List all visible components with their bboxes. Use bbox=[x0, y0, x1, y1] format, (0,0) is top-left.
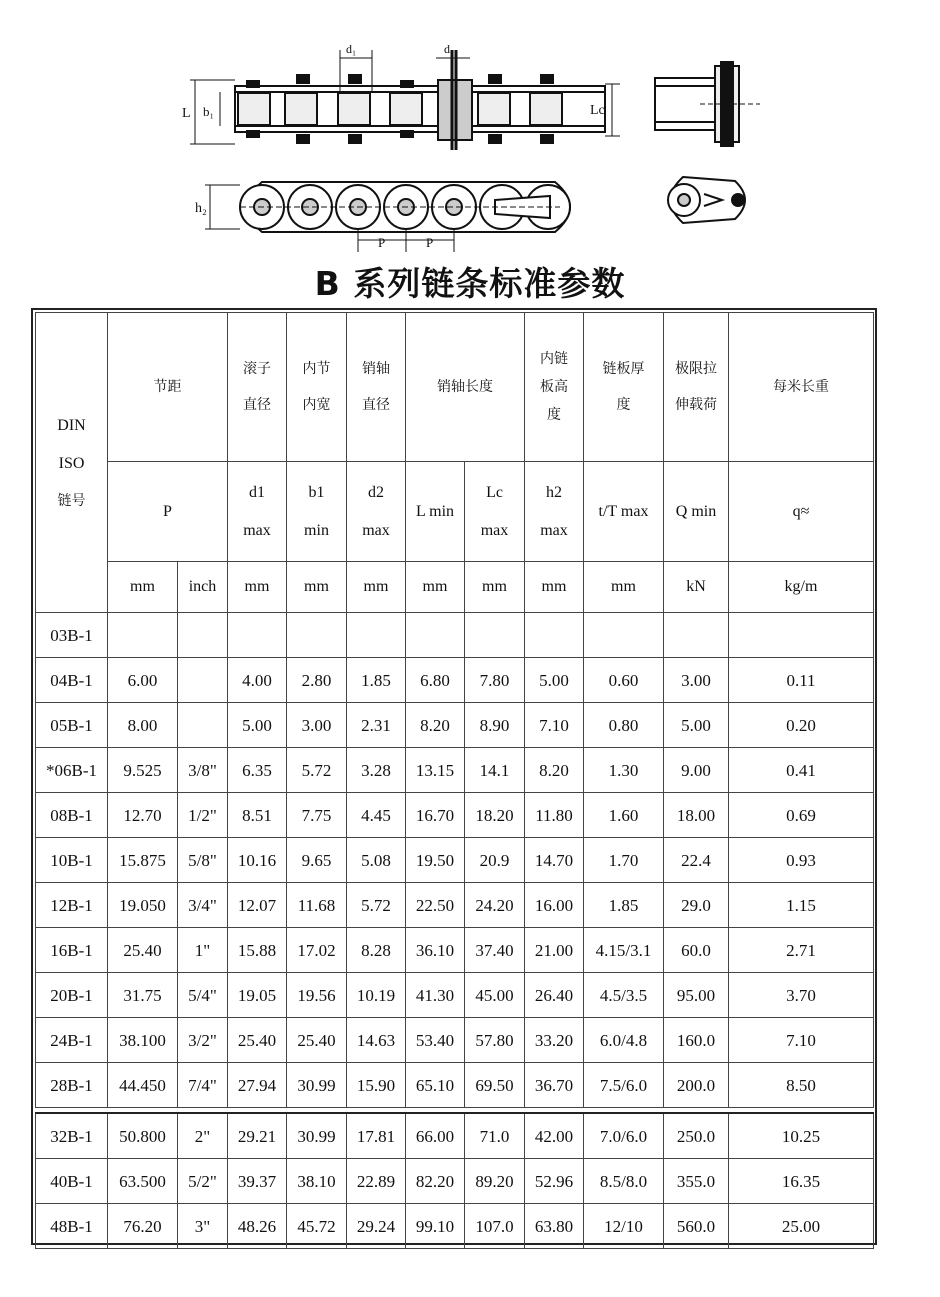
table-cell: 26.40 bbox=[525, 973, 584, 1018]
chain-no-cell: 04B-1 bbox=[36, 658, 108, 703]
table-cell: 99.10 bbox=[406, 1204, 465, 1249]
unit-cell: mm bbox=[525, 562, 584, 613]
table-cell: 107.0 bbox=[465, 1204, 525, 1249]
table-row bbox=[36, 1018, 874, 1063]
table-cell: 22.4 bbox=[664, 838, 729, 883]
table-cell: 15.90 bbox=[347, 1063, 406, 1108]
table-cell: 20.9 bbox=[465, 838, 525, 883]
table-cell: 560.0 bbox=[664, 1204, 729, 1249]
table-cell: 63.80 bbox=[525, 1204, 584, 1249]
label-p1: P bbox=[378, 235, 386, 250]
table-row bbox=[36, 838, 874, 883]
label-Lc: Lc bbox=[590, 103, 605, 118]
table-cell: 0.69 bbox=[729, 793, 874, 838]
table-cell: 27.94 bbox=[228, 1063, 287, 1108]
table-cell: 1" bbox=[178, 928, 228, 973]
table-cell: 11.80 bbox=[525, 793, 584, 838]
table-cell: 14.63 bbox=[347, 1018, 406, 1063]
table-cell: 15.88 bbox=[228, 928, 287, 973]
table-cell: 7.75 bbox=[287, 793, 347, 838]
spec-table bbox=[35, 312, 874, 1249]
table-cell: 10.19 bbox=[347, 973, 406, 1018]
table-cell: 25.40 bbox=[287, 1018, 347, 1063]
table-cell: 57.80 bbox=[465, 1018, 525, 1063]
header-pin-length: 销轴长度 bbox=[406, 313, 525, 462]
table-cell: 7.10 bbox=[525, 703, 584, 748]
table-row bbox=[36, 793, 874, 838]
table-cell: 7/4" bbox=[178, 1063, 228, 1108]
table-cell: 29.24 bbox=[347, 1204, 406, 1249]
table-cell: 0.80 bbox=[584, 703, 664, 748]
table-cell: 12/10 bbox=[584, 1204, 664, 1249]
table-cell: 18.00 bbox=[664, 793, 729, 838]
table-cell: 89.20 bbox=[465, 1159, 525, 1204]
unit-cell: mm bbox=[228, 562, 287, 613]
table-row bbox=[36, 1063, 874, 1108]
table-cell: 355.0 bbox=[664, 1159, 729, 1204]
table-cell: 3/8" bbox=[178, 748, 228, 793]
chain-no-cell: 20B-1 bbox=[36, 973, 108, 1018]
table-cell: 30.99 bbox=[287, 1063, 347, 1108]
table-cell: 1.70 bbox=[584, 838, 664, 883]
table-cell: 1.15 bbox=[729, 883, 874, 928]
table-cell: 18.20 bbox=[465, 793, 525, 838]
table-row bbox=[36, 658, 874, 703]
table-cell: 8.20 bbox=[406, 703, 465, 748]
table-cell: 7.10 bbox=[729, 1018, 874, 1063]
table-cell bbox=[178, 658, 228, 703]
table-cell: 24.20 bbox=[465, 883, 525, 928]
sym-q: Q min bbox=[664, 462, 729, 562]
chain-no-cell: 08B-1 bbox=[36, 793, 108, 838]
table-cell: 69.50 bbox=[465, 1063, 525, 1108]
table-cell: 2.71 bbox=[729, 928, 874, 973]
table-cell: 41.30 bbox=[406, 973, 465, 1018]
table-cell: 2" bbox=[178, 1113, 228, 1159]
table-cell: 25.40 bbox=[228, 1018, 287, 1063]
table-cell: 39.37 bbox=[228, 1159, 287, 1204]
table-cell bbox=[584, 613, 664, 658]
table-cell: 31.75 bbox=[108, 973, 178, 1018]
chain-plate-view bbox=[668, 177, 745, 223]
table-row bbox=[36, 973, 874, 1018]
table-cell: 3/4" bbox=[178, 883, 228, 928]
sym-p: P bbox=[108, 462, 228, 562]
header-row-symbols bbox=[36, 462, 874, 562]
label-p2: P bbox=[426, 235, 434, 250]
table-row bbox=[36, 1159, 874, 1204]
header-plate-thick: 链板厚 度 bbox=[584, 313, 664, 462]
table-cell: 14.1 bbox=[465, 748, 525, 793]
table-cell: 8.51 bbox=[228, 793, 287, 838]
table-cell: 19.05 bbox=[228, 973, 287, 1018]
chain-side-view bbox=[205, 182, 570, 252]
table-cell bbox=[525, 613, 584, 658]
table-cell: 25.40 bbox=[108, 928, 178, 973]
table-cell bbox=[664, 613, 729, 658]
table-cell: 21.00 bbox=[525, 928, 584, 973]
chain-no-cell: 05B-1 bbox=[36, 703, 108, 748]
chain-no-cell: *06B-1 bbox=[36, 748, 108, 793]
table-cell bbox=[347, 613, 406, 658]
table-cell: 29.21 bbox=[228, 1113, 287, 1159]
table-cell: 160.0 bbox=[664, 1018, 729, 1063]
chain-no-cell: 32B-1 bbox=[36, 1113, 108, 1159]
header-weight: 每米长重 bbox=[729, 313, 874, 462]
table-cell: 45.00 bbox=[465, 973, 525, 1018]
table-cell: 3.28 bbox=[347, 748, 406, 793]
table-cell: 6.35 bbox=[228, 748, 287, 793]
header-row-units bbox=[36, 562, 874, 613]
table-cell: 82.20 bbox=[406, 1159, 465, 1204]
table-body bbox=[36, 613, 874, 1249]
table-cell: 3.00 bbox=[664, 658, 729, 703]
table-cell: 1.85 bbox=[584, 883, 664, 928]
table-cell: 7.80 bbox=[465, 658, 525, 703]
table-cell: 33.20 bbox=[525, 1018, 584, 1063]
table-cell: 3" bbox=[178, 1204, 228, 1249]
table-cell: 50.800 bbox=[108, 1113, 178, 1159]
table-cell: 5/4" bbox=[178, 973, 228, 1018]
table-cell: 6.80 bbox=[406, 658, 465, 703]
chain-no-cell: 24B-1 bbox=[36, 1018, 108, 1063]
table-cell: 3.70 bbox=[729, 973, 874, 1018]
table-cell: 1.60 bbox=[584, 793, 664, 838]
table-cell: 7.0/6.0 bbox=[584, 1113, 664, 1159]
table-cell: 22.89 bbox=[347, 1159, 406, 1204]
label-L: L bbox=[182, 106, 191, 121]
table-cell: 36.70 bbox=[525, 1063, 584, 1108]
table-cell bbox=[287, 613, 347, 658]
table-cell: 53.40 bbox=[406, 1018, 465, 1063]
label-b1: b₁ bbox=[203, 104, 215, 119]
table-cell: 0.41 bbox=[729, 748, 874, 793]
table-cell: 5/2" bbox=[178, 1159, 228, 1204]
sym-t: t/T max bbox=[584, 462, 664, 562]
table-cell bbox=[178, 613, 228, 658]
chain-no-cell: 03B-1 bbox=[36, 613, 108, 658]
header-row-names bbox=[36, 313, 874, 462]
unit-cell: kg/m bbox=[729, 562, 874, 613]
unit-cell: mm bbox=[406, 562, 465, 613]
table-cell: 8.90 bbox=[465, 703, 525, 748]
table-cell: 19.50 bbox=[406, 838, 465, 883]
table-cell: 3.00 bbox=[287, 703, 347, 748]
table-cell: 22.50 bbox=[406, 883, 465, 928]
table-cell: 12.07 bbox=[228, 883, 287, 928]
table-cell: 13.15 bbox=[406, 748, 465, 793]
table-cell: 5.00 bbox=[228, 703, 287, 748]
chain-no-cell: 10B-1 bbox=[36, 838, 108, 883]
table-cell: 9.00 bbox=[664, 748, 729, 793]
label-h2: h₂ bbox=[195, 201, 207, 216]
label-d1: d₁ bbox=[346, 42, 357, 56]
table-cell: 16.00 bbox=[525, 883, 584, 928]
header-plate-height: 内链 板高 度 bbox=[525, 313, 584, 462]
table-cell: 0.60 bbox=[584, 658, 664, 703]
table-cell: 30.99 bbox=[287, 1113, 347, 1159]
table-cell: 0.11 bbox=[729, 658, 874, 703]
table-cell: 0.93 bbox=[729, 838, 874, 883]
chain-diagram bbox=[0, 0, 940, 262]
table-cell: 4.5/3.5 bbox=[584, 973, 664, 1018]
chain-end-view bbox=[655, 62, 760, 146]
table-cell: 6.00 bbox=[108, 658, 178, 703]
table-row bbox=[36, 1204, 874, 1249]
table-cell: 5.08 bbox=[347, 838, 406, 883]
table-cell: 11.68 bbox=[287, 883, 347, 928]
table-cell: 10.25 bbox=[729, 1113, 874, 1159]
table-cell: 8.28 bbox=[347, 928, 406, 973]
sym-d1: d1 max bbox=[228, 462, 287, 562]
table-cell: 63.500 bbox=[108, 1159, 178, 1204]
table-cell: 71.0 bbox=[465, 1113, 525, 1159]
table-cell: 66.00 bbox=[406, 1113, 465, 1159]
table-cell: 19.56 bbox=[287, 973, 347, 1018]
page-title: B 系列链条标准参数 bbox=[314, 264, 626, 303]
table-cell bbox=[729, 613, 874, 658]
table-cell: 17.02 bbox=[287, 928, 347, 973]
table-cell: 45.72 bbox=[287, 1204, 347, 1249]
table-row bbox=[36, 928, 874, 973]
table-cell: 9.65 bbox=[287, 838, 347, 883]
sym-lmin: L min bbox=[406, 462, 465, 562]
table-cell: 8.50 bbox=[729, 1063, 874, 1108]
table-cell bbox=[178, 703, 228, 748]
unit-cell: mm bbox=[108, 562, 178, 613]
table-cell: 4.00 bbox=[228, 658, 287, 703]
table-cell: 52.96 bbox=[525, 1159, 584, 1204]
table-cell: 2.80 bbox=[287, 658, 347, 703]
header-iso: ISO bbox=[58, 454, 85, 472]
table-cell: 5.72 bbox=[287, 748, 347, 793]
header-pin-dia: 销轴 直径 bbox=[347, 313, 406, 462]
unit-cell: mm bbox=[465, 562, 525, 613]
table-cell: 1/2" bbox=[178, 793, 228, 838]
header-inner-width: 内节 内宽 bbox=[287, 313, 347, 462]
table-cell: 250.0 bbox=[664, 1113, 729, 1159]
table-cell: 42.00 bbox=[525, 1113, 584, 1159]
table-cell bbox=[108, 613, 178, 658]
table-cell: 6.0/4.8 bbox=[584, 1018, 664, 1063]
table-cell bbox=[465, 613, 525, 658]
table-cell: 3/2" bbox=[178, 1018, 228, 1063]
table-row bbox=[36, 613, 874, 658]
unit-cell: mm bbox=[287, 562, 347, 613]
unit-cell: mm bbox=[584, 562, 664, 613]
sym-d2: d2 max bbox=[347, 462, 406, 562]
table-cell: 95.00 bbox=[664, 973, 729, 1018]
table-cell: 76.20 bbox=[108, 1204, 178, 1249]
header-roller: 滚子 直径 bbox=[228, 313, 287, 462]
table-cell: 25.00 bbox=[729, 1204, 874, 1249]
table-cell: 14.70 bbox=[525, 838, 584, 883]
table-cell: 5/8" bbox=[178, 838, 228, 883]
table-cell: 0.20 bbox=[729, 703, 874, 748]
table-cell: 15.875 bbox=[108, 838, 178, 883]
table-cell: 8.5/8.0 bbox=[584, 1159, 664, 1204]
table-cell: 8.00 bbox=[108, 703, 178, 748]
sym-b1: b1 min bbox=[287, 462, 347, 562]
table-row bbox=[36, 1113, 874, 1159]
label-d2: d₂ bbox=[444, 42, 455, 56]
table-cell: 16.70 bbox=[406, 793, 465, 838]
table-row bbox=[36, 883, 874, 928]
table-cell: 60.0 bbox=[664, 928, 729, 973]
chain-no-cell: 40B-1 bbox=[36, 1159, 108, 1204]
unit-cell: inch bbox=[178, 562, 228, 613]
header-pitch: 节距 bbox=[108, 313, 228, 462]
table-cell: 2.31 bbox=[347, 703, 406, 748]
sym-h2: h2 max bbox=[525, 462, 584, 562]
unit-cell: kN bbox=[664, 562, 729, 613]
table-cell: 1.85 bbox=[347, 658, 406, 703]
table-cell: 36.10 bbox=[406, 928, 465, 973]
table-cell: 10.16 bbox=[228, 838, 287, 883]
table-row bbox=[36, 703, 874, 748]
table-cell: 37.40 bbox=[465, 928, 525, 973]
table-cell: 19.050 bbox=[108, 883, 178, 928]
table-cell: 16.35 bbox=[729, 1159, 874, 1204]
table-cell: 1.30 bbox=[584, 748, 664, 793]
table-cell: 12.70 bbox=[108, 793, 178, 838]
chain-top-view bbox=[190, 50, 620, 150]
table-cell: 38.10 bbox=[287, 1159, 347, 1204]
sym-lc: Lc max bbox=[465, 462, 525, 562]
table-cell: 38.100 bbox=[108, 1018, 178, 1063]
chain-no-cell: 16B-1 bbox=[36, 928, 108, 973]
table-cell: 5.00 bbox=[525, 658, 584, 703]
table-cell: 5.00 bbox=[664, 703, 729, 748]
table-cell: 48.26 bbox=[228, 1204, 287, 1249]
table-cell: 44.450 bbox=[108, 1063, 178, 1108]
table-cell: 29.0 bbox=[664, 883, 729, 928]
table-cell: 4.15/3.1 bbox=[584, 928, 664, 973]
table-cell bbox=[228, 613, 287, 658]
table-cell: 5.72 bbox=[347, 883, 406, 928]
chain-no-cell: 48B-1 bbox=[36, 1204, 108, 1249]
table-row bbox=[36, 748, 874, 793]
sym-w: q≈ bbox=[729, 462, 874, 562]
table-cell: 17.81 bbox=[347, 1113, 406, 1159]
header-chain-no bbox=[36, 313, 108, 613]
chain-no-cell: 28B-1 bbox=[36, 1063, 108, 1108]
table-cell: 4.45 bbox=[347, 793, 406, 838]
table-cell: 8.20 bbox=[525, 748, 584, 793]
table-cell: 65.10 bbox=[406, 1063, 465, 1108]
chain-no-cell: 12B-1 bbox=[36, 883, 108, 928]
header-chain-no-label: 链号 bbox=[57, 492, 86, 509]
table-cell: 7.5/6.0 bbox=[584, 1063, 664, 1108]
table-cell bbox=[406, 613, 465, 658]
table-cell: 200.0 bbox=[664, 1063, 729, 1108]
header-tensile: 极限拉 伸载荷 bbox=[664, 313, 729, 462]
unit-cell: mm bbox=[347, 562, 406, 613]
table-cell: 9.525 bbox=[108, 748, 178, 793]
header-din: DIN bbox=[57, 416, 86, 434]
